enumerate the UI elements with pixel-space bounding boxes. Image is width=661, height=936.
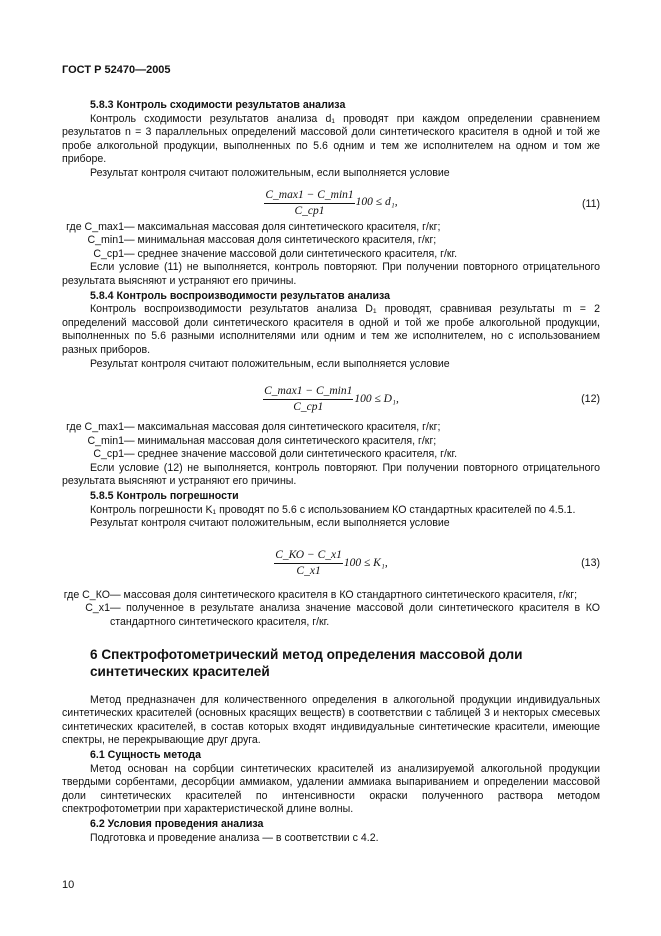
definition-row: C_ср1 — среднее значение массовой доли синтетического красителя, г/кг.: [93, 247, 458, 260]
paragraph: Подготовка и проведение анализа — в соответствии с 4.2.: [90, 831, 379, 844]
formula-numerator: C_max1 − C_min1: [264, 189, 354, 204]
paragraph: Контроль погрешности K₁ проводят по 5.6 с использованием КО стандартных красителей по 4.5.1.: [90, 503, 576, 516]
paragraph: Результат контроля считают положительным, если выполняется условие: [90, 166, 450, 179]
formula-tail: 100 ≤ D₁,: [354, 392, 399, 405]
formula-number: (13): [581, 556, 600, 569]
section-6-title: 6 Спектрофотометрический метод определения массовой доли синтетических красителей: [90, 646, 523, 679]
paragraph: Если условие (11) не выполняется, контроль повторяют. При получении повторного отрицательного результата выясняют и устраняют его причины.: [62, 261, 600, 287]
formula-number: (11): [581, 197, 600, 210]
formula-numerator: C_max1 − C_min1: [263, 385, 353, 400]
section-6-2-title: 6.2 Условия проведения анализа: [90, 817, 264, 830]
paragraph: Контроль сходимости результатов анализа d₁ проводят при каждом определении сравнением результатов n = 3 параллельных определений массовой доли синтетического красителя в одной и той же пробе алкогольной продукции, выполненных по 5.6 одним и тем же исполнителем на одном и том же приборе.: [62, 112, 600, 166]
section-5-8-3-title: 5.8.3 Контроль сходимости результатов анализа: [90, 99, 346, 111]
paragraph: Контроль воспроизводимости результатов анализа D₁ проводят, сравнивая результаты m = 2 определений массовой доли синтетического красителя в одной и той же пробе алкогольной продукции, выполненных по 5.6 разными исполнителями или одним и тем же исполнителем, но с использованием разных приборов.: [62, 303, 600, 356]
section-5-8-5-title: 5.8.5 Контроль погрешности: [90, 490, 239, 503]
formula-numerator: C_КО − C_x1: [274, 549, 343, 564]
formula-11: [62, 181, 600, 221]
formula-13: [62, 531, 600, 589]
definition-row: C_min1 — минимальная массовая доля синтетического красителя, г/кг;: [87, 434, 437, 447]
paragraph: Метод основан на сорбции синтетических красителей из анализируемой алкогольной продукции твердыми сорбентами, десорбции аммиаком, удалении аммиака выпариванием и определении массовой доли синтетических красителей по интенсивности окраски полученного раствора методом спектрофотометрии при характеристической длине волны.: [62, 762, 600, 816]
paragraph: Результат контроля считают положительным, если выполняется условие: [90, 517, 450, 530]
definition-row: где C_max1 — максимальная массовая доля синтетического красителя, г/кг;: [66, 220, 441, 233]
section-5-8-4-title: 5.8.4 Контроль воспроизводимости результатов анализа: [90, 289, 391, 302]
document-header: ГОСТ Р 52470—2005: [62, 64, 171, 76]
paragraph: Результат контроля считают положительным, если выполняется условие: [90, 357, 450, 370]
definition-row: где C_max1 — максимальная массовая доля синтетического красителя, г/кг;: [66, 421, 441, 434]
page-content: [62, 98, 600, 845]
definition-row: C_min1 — минимальная массовая доля синтетического красителя, г/кг;: [87, 234, 437, 247]
formula-denominator: C_ср1: [294, 204, 325, 217]
paragraph: Метод предназначен для количественного определения в алкогольной продукции индивидуальных синтетических красителей (основных красящих веществ) в соответствии с таблицей 3 и некторых смесевых синтетических красителей, в состав которых входят индивидуальные синтетические красители, имеющие спектры, не перекрывающие друг друга.: [62, 693, 600, 747]
formula-tail: 100 ≤ d₁,: [355, 196, 398, 209]
paragraph: Если условие (12) не выполняется, контроль повторяют. При получении повторного отрицательного результата выясняют и устраняют его причины.: [62, 461, 600, 488]
formula-number: (12): [581, 393, 600, 406]
formula-12: [62, 371, 600, 421]
definition-row: C_ср1 — среднее значение массовой доли синтетического красителя, г/кг.: [93, 448, 458, 461]
formula-denominator: C_x1: [296, 564, 321, 577]
formula-tail: 100 ≤ K₁,: [343, 556, 388, 569]
section-6-1-title: 6.1 Сущность метода: [90, 749, 202, 761]
page-number: 10: [62, 879, 75, 891]
definition-row: где C_КО — массовая доля синтетического красителя в КО стандартного синтетического красителя, г/кг;: [63, 588, 578, 601]
definition-row: C_x1 — полученное в результате анализа значение массовой доли синтетического красителя в КО стандартного синтетического красителя, г/кг.: [85, 602, 600, 629]
formula-denominator: C_ср1: [293, 401, 324, 414]
